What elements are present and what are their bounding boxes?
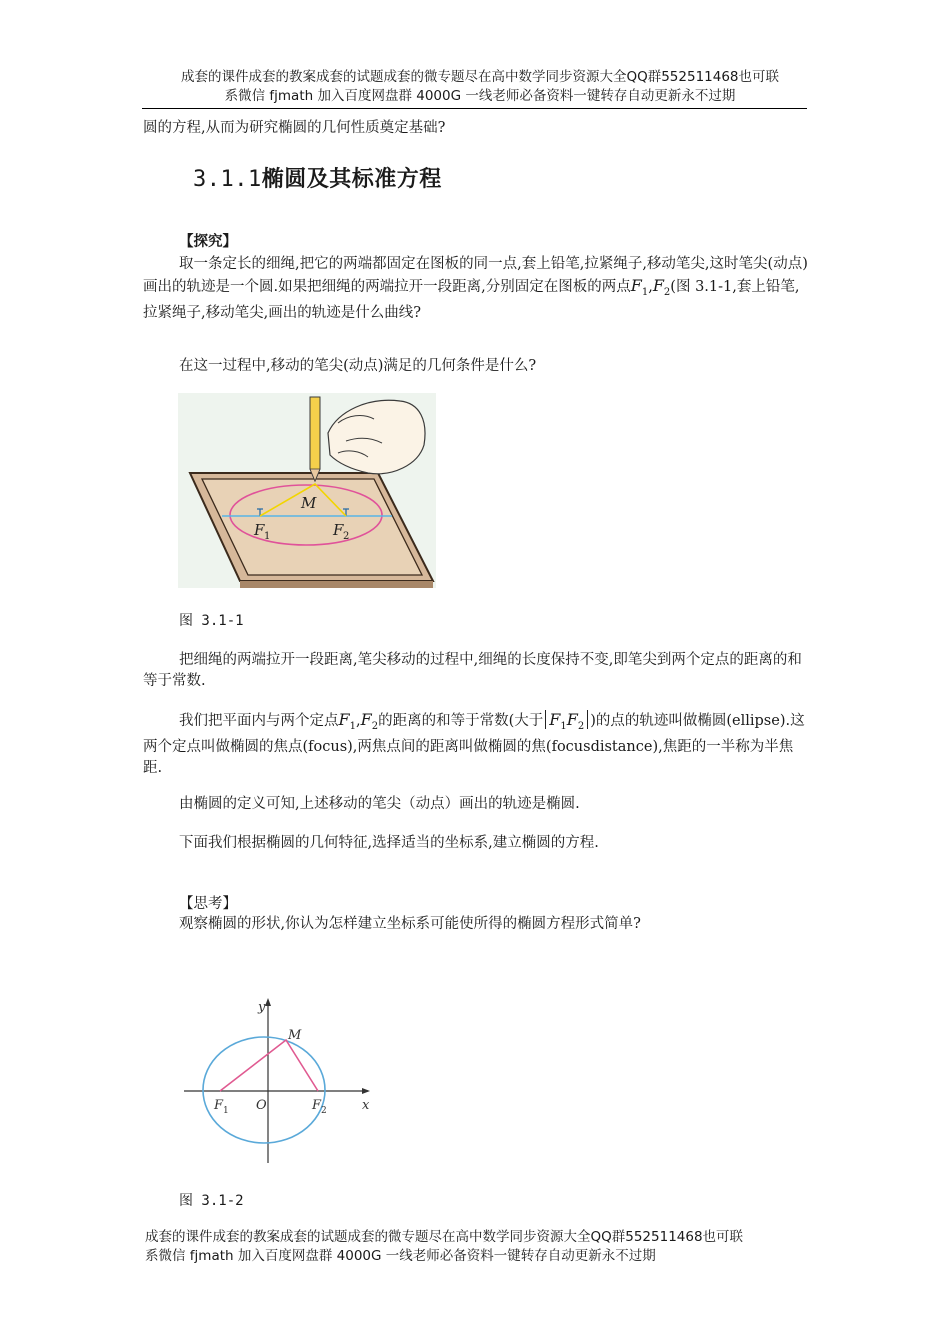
- math-f1: $F_1$: [630, 276, 649, 299]
- fig2-label-f2: F: [312, 1098, 322, 1113]
- svg-text:2: 2: [321, 1106, 327, 1116]
- intro-text: 圆的方程,从而为研究椭圆的几何性质奠定基础?: [143, 120, 446, 136]
- math-f2: $F_2$: [652, 276, 671, 299]
- fig1-label-f1: F: [254, 521, 265, 539]
- section-title: [193, 162, 442, 193]
- fig2-label-y: y: [258, 1000, 266, 1015]
- ellipse-coordinate-diagram: [178, 995, 378, 1165]
- figure-ellipse-coordinates: [178, 995, 378, 1165]
- page-footer: [145, 1228, 805, 1266]
- figure-drawing-board: [178, 393, 436, 588]
- explore-paragraph-2: 在这一过程中,移动的笔尖(动点)满足的几何条件是什么?: [179, 358, 537, 374]
- math-f1: $F_1$: [338, 710, 356, 733]
- header-line-1: 成套的课件成套的教案成套的试题成套的微专题尽在高中数学同步资源大全QQ群552511468也可联: [180, 69, 780, 85]
- figure-1-caption: 图 3.1-1: [179, 613, 244, 629]
- svg-text:1: 1: [223, 1106, 229, 1116]
- footer-line-2: 系微信 fjmath 加入百度网盘群 4000G 一线老师必备资料一键转存自动更新永不过期: [145, 1248, 656, 1264]
- body-paragraph-4: 下面我们根据椭圆的几何特征,选择适当的坐标系,建立椭圆的方程.: [179, 835, 599, 851]
- header-rule: [142, 108, 807, 109]
- math-abs-f1f2: $F_1F_2$: [545, 710, 588, 729]
- svg-text:2: 2: [343, 531, 350, 542]
- body-paragraph-3: 由椭圆的定义可知,上述移动的笔尖（动点）画出的轨迹是椭圆.: [179, 796, 580, 812]
- fig1-label-f2: F: [333, 521, 344, 539]
- body-paragraph-1: 把细绳的两端拉开一段距离,笔尖移动的过程中,细绳的长度保持不变,即笔尖到两个定点的距离的和等于常数.: [143, 652, 802, 689]
- body-paragraph-2: 我们把平面内与两个定点$F_1,F_2$的距离的和等于常数(大于 $F_1F_2$ )的点的轨迹叫做椭圆(ellipse).这两个定点叫做椭圆的焦点(focus),两焦点间的距离叫做椭圆的焦(focusdistance),焦距的一半称为半焦距.: [143, 710, 805, 777]
- fig2-label-m: M: [288, 1028, 302, 1043]
- explore-para1-text-a: 取一条定长的细绳,把它的两端都固定在图板的同一点,套上铅笔,拉紧绳子,移动笔尖,这时笔尖(动点)画出的轨迹是一个圆.如果把细绳的两端拉开一段距离,分别固定在图板的两点: [143, 256, 808, 295]
- header-line-2: 系微信 fjmath 加入百度网盘群 4000G 一线老师必备资料一键转存自动更新永不过期: [224, 88, 736, 104]
- section-number: 3.1.1: [193, 167, 262, 192]
- fig2-label-x: x: [362, 1098, 370, 1113]
- explore-paragraph-1: 取一条定长的细绳,把它的两端都固定在图板的同一点,套上铅笔,拉紧绳子,移动笔尖,这时笔尖(动点)画出的轨迹是一个圆.如果把细绳的两端拉开一段距离,分别固定在图板的两点$F_1,F_2$(图 3.1-1,套上铅笔,拉紧绳子,移动笔尖,画出的轨迹是什么曲线?: [143, 256, 808, 322]
- math-f2: $F_2$: [360, 710, 379, 733]
- fig2-label-o: O: [256, 1098, 267, 1113]
- think-label: 【思考】: [179, 896, 237, 912]
- page-header: [150, 68, 810, 106]
- svg-text:1: 1: [264, 531, 271, 542]
- section-title-text: 椭圆及其标准方程: [261, 167, 442, 192]
- explore-para1-text-b: (图 3.1-1,套上铅笔,拉紧绳子,移动笔尖,画出的轨迹是什么曲线?: [143, 279, 800, 322]
- footer-line-1: 成套的课件成套的教案成套的试题成套的微专题尽在高中数学同步资源大全QQ群552511468也可联: [145, 1229, 744, 1245]
- drawing-board-illustration: [178, 393, 436, 588]
- fig1-label-m: M: [301, 494, 317, 512]
- fig2-label-f1: F: [214, 1098, 224, 1113]
- figure-2-caption: 图 3.1-2: [179, 1193, 244, 1209]
- explore-label: 【探究】: [179, 233, 237, 250]
- think-question: 观察椭圆的形状,你认为怎样建立坐标系可能使所得的椭圆方程形式简单?: [179, 916, 641, 932]
